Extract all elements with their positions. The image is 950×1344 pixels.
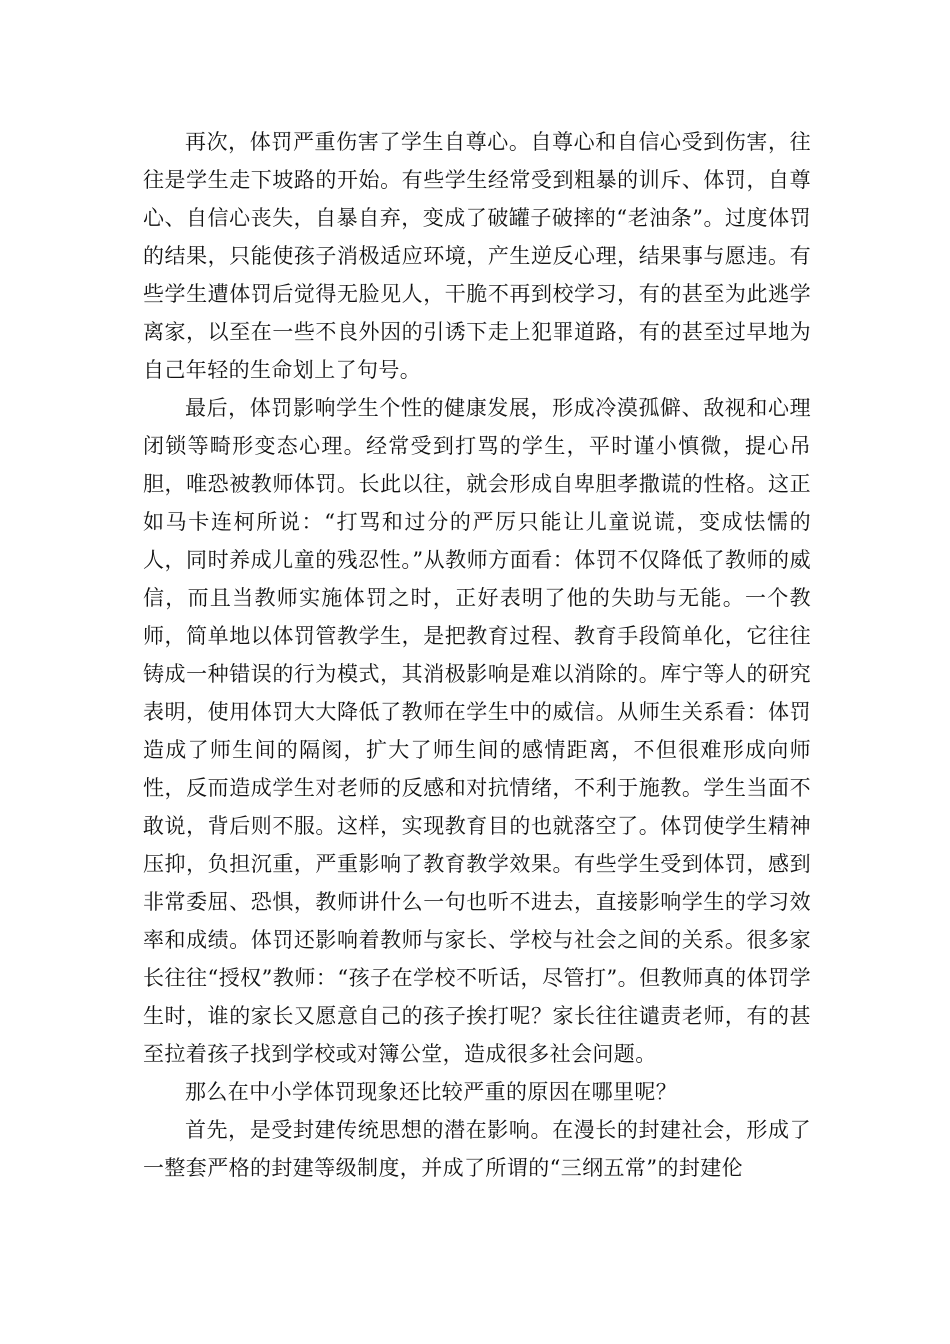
paragraph-1: 再次，体罚严重伤害了学生自尊心。自尊心和自信心受到伤害，往往是学生走下坡路的开始。有些学生经常受到粗暴的训斥、体罚，自尊心、自信心丧失，自暴自弃，变成了破罐子破摔的“老油条”。过度体罚的结果，只能使孩子消极适应环境，产生逆反心理，结果事与愿违。有些学生遭体罚后觉得无脸见人，干脆不再到校学习，有的甚至为此逃学离家，以至在一些不良外因的引诱下走上犯罪道路，有的甚至过早地为自己年轻的生命划上了句号。 xyxy=(143,130,811,382)
paragraph-3: 那么在中小学体罚现象还比较严重的原因在哪里呢？ xyxy=(185,1080,678,1104)
document-page xyxy=(143,123,811,1187)
paragraph-4: 首先，是受封建传统思想的潜在影响。在漫长的封建社会，形成了一整套严格的封建等级制度，并成了所谓的“三纲五常”的封建伦 xyxy=(143,1118,811,1180)
paragraph-2: 最后，体罚影响学生个性的健康发展，形成冷漠孤僻、敌视和心理闭锁等畸形变态心理。经常受到打骂的学生，平时谨小慎微，提心吊胆，唯恐被教师体罚。长此以往，就会形成自卑胆孝撒谎的性格。这正如马卡连柯所说：“打骂和过分的严厉只能让儿童说谎，变成怯懦的人，同时养成儿童的残忍性。”从教师方面看：体罚不仅降低了教师的威信，而且当教师实施体罚之时，正好表明了他的失助与无能。一个教师，简单地以体罚管教学生，是把教育过程、教育手段简单化，它往往铸成一种错误的行为模式，其消极影响是难以消除的。库宁等人的研究表明，使用体罚大大降低了教师在学生中的威信。从师生关系看：体罚造成了师生间的隔阂，扩大了师生间的感情距离，不但很难形成向师性，反而造成学生对老师的反感和对抗情绪，不利于施教。学生当面不敢说，背后则不服。这样，实现教育目的也就落空了。体罚使学生精神压抑，负担沉重，严重影响了教育教学效果。有些学生受到体罚，感到非常委屈、恐惧，教师讲什么一句也听不进去，直接影响学生的学习效率和成绩。体罚还影响着教师与家长、学校与社会之间的关系。很多家长往往“授权”教师：“孩子在学校不听话，尽管打”。但教师真的体罚学生时，谁的家长又愿意自己的孩子挨打呢？家长往往谴责老师，有的甚至拉着孩子找到学校或对簿公堂，造成很多社会问题。 xyxy=(143,396,811,1066)
